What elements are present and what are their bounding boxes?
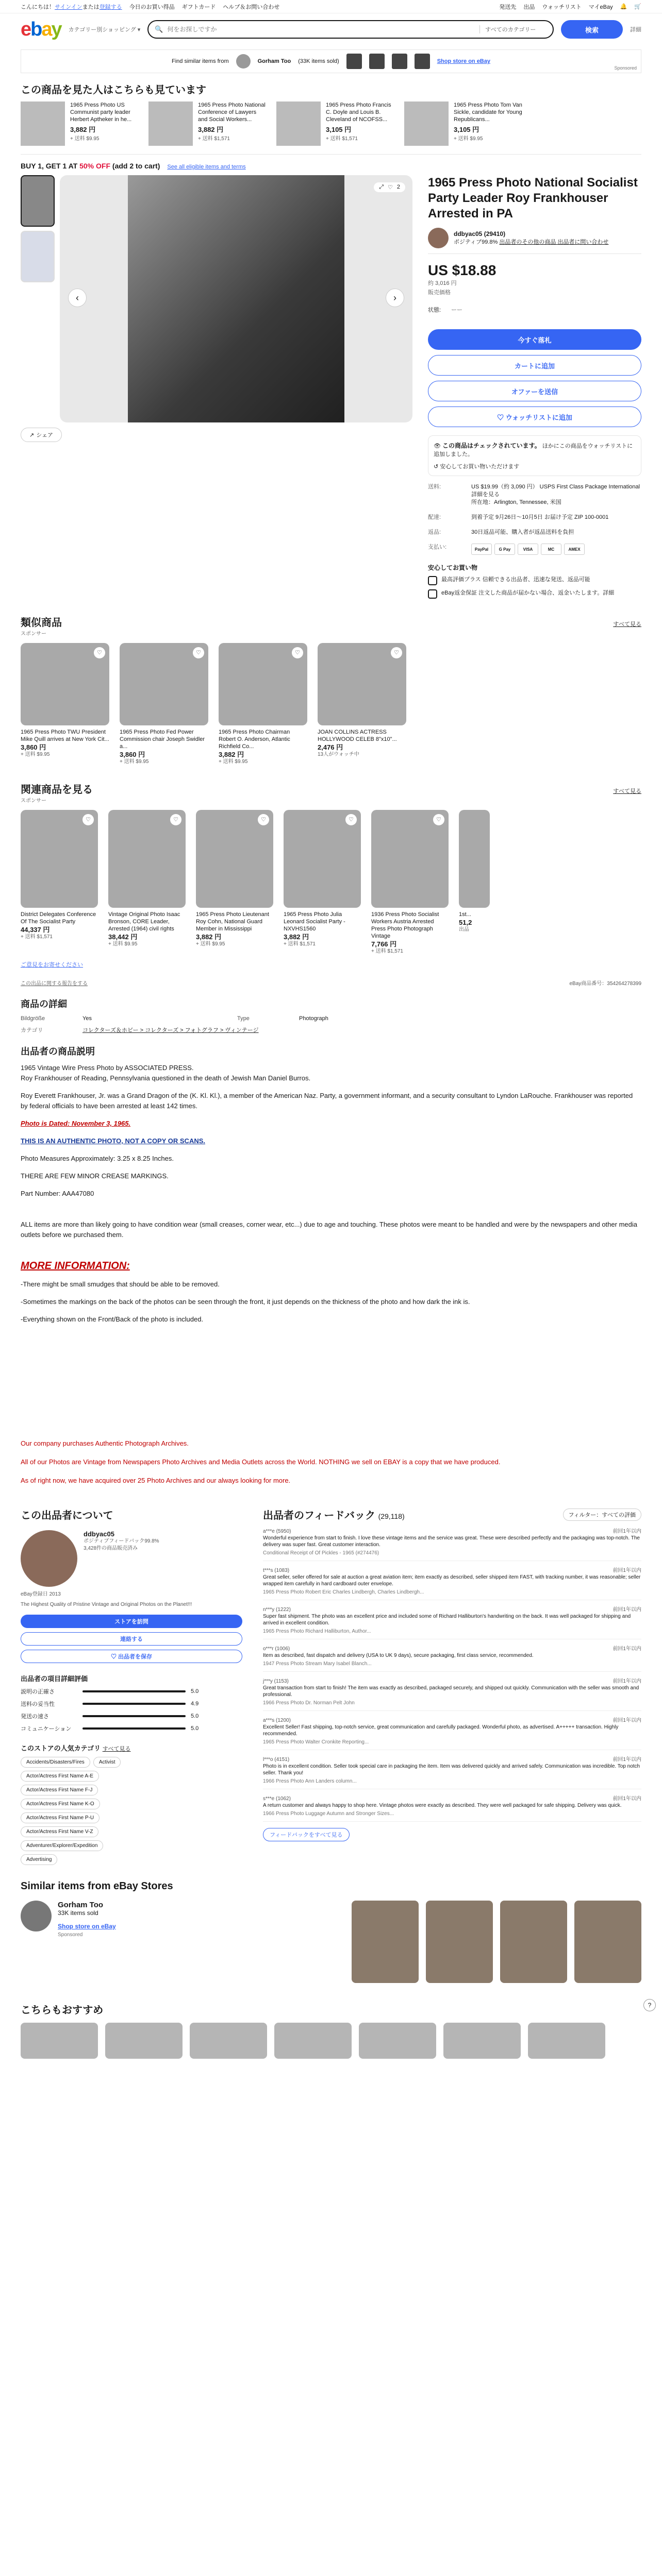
category-chip[interactable]: Accidents/Disasters/Fires: [21, 1757, 90, 1768]
my-ebay-link[interactable]: マイeBay: [588, 4, 613, 10]
category-chip[interactable]: Actor/Actress First Name K-O: [21, 1799, 100, 1809]
ebay-logo[interactable]: ebay: [21, 18, 61, 40]
paypal-icon: PayPal: [471, 544, 492, 555]
header: [0, 13, 662, 45]
item-number: eBay商品番号：354264278399: [569, 981, 641, 987]
share-button[interactable]: ↗ シェア: [21, 428, 62, 442]
item-image: [21, 643, 109, 725]
category-chip[interactable]: Activist: [93, 1757, 121, 1768]
related-item[interactable]: ♡ 1965 Press Photo Lieutenant Roy Cohn, National Guard Member in Mississippi 3,882 円 + 送料 $9.95: [196, 810, 273, 955]
visa-icon: VISA: [518, 544, 538, 555]
help-icon[interactable]: ?: [643, 1999, 656, 2011]
cta-group: [428, 329, 641, 427]
item-shipping: + 送料 $1,571: [326, 136, 358, 142]
rec-item[interactable]: [274, 2023, 352, 2059]
search-button[interactable]: 検索: [561, 20, 623, 39]
category-chip[interactable]: Actor/Actress First Name A-E: [21, 1771, 99, 1782]
seller-card: [428, 228, 641, 254]
image-gallery: [21, 175, 412, 599]
related-items-section: [21, 781, 641, 969]
feedback-entry: s***e (1062) 前回1年以内 A return customer and always happy to shop here. Vintage photos were exactly as described. They were well packaged for safe shipping. Delivery was quick. 1966 Press Photo Luggage Autumn and Stronger Sizes...: [263, 1795, 641, 1822]
shop-safe-title: 安心してお買い物: [428, 564, 478, 571]
related-title: 関連商品を見る: [21, 784, 93, 795]
item-image: [108, 810, 186, 908]
item-title: 1965 Press Photo Francis C. Doyle and Louis B. Cleveland of NCOFSS...: [326, 102, 391, 123]
expand-icon[interactable]: ⤢: [379, 184, 384, 190]
banner-thumb: [392, 54, 407, 69]
item-image: [120, 643, 208, 725]
see-all-link[interactable]: すべて見る: [613, 788, 641, 794]
related-item[interactable]: ♡ 1936 Press Photo Socialist Workers Austria Arrested Press Photo Photograph Vintage 7,766 円 + 送料 $1,571: [371, 810, 449, 955]
banner-store-name: Gorham Too: [257, 58, 291, 64]
item-title: 1965 Press Photo National Socialist Party Leader Roy Frankhouser Arrested in PA: [428, 176, 638, 221]
heart-icon[interactable]: ♡: [258, 814, 269, 825]
seller-count: (29410): [484, 230, 506, 238]
see-all-feedback-button[interactable]: フィードバックをすべて見る: [263, 1828, 350, 1841]
delivery-row: 配達: 到着予定 9月26日～10月5日 お届け予定 ZIP 100-0001: [428, 514, 609, 520]
seller-avatar[interactable]: [21, 1530, 77, 1587]
promo-tail: (add 2 to cart): [112, 162, 160, 170]
store-item-image[interactable]: [352, 1901, 419, 1983]
item-shipping: + 送料 $1,571: [198, 136, 230, 142]
heart-icon[interactable]: ♡: [82, 814, 94, 825]
item-shipping: + 送料 $9.95: [454, 136, 483, 142]
store-item-image[interactable]: [426, 1901, 493, 1983]
image-tools[interactable]: [374, 182, 405, 192]
ship-to-link[interactable]: 発送先: [499, 4, 517, 10]
item-photo: [128, 175, 344, 422]
top-rated-icon: [428, 576, 437, 585]
category-chip[interactable]: Actor/Actress First Name V-Z: [21, 1826, 98, 1837]
feedback-entry: a***s (1200) 前回1年以内 Excellent Seller! Fast shipping, top-notch service, great communication and carefully packaged. Wonderful photo, as advertised. A+++++ transaction. Highly recommended. 1965 Press Photo Walter Cronkite Reporting...: [263, 1717, 641, 1750]
rec-item[interactable]: [443, 2023, 521, 2059]
categories-title: このストアの人気カテゴリ: [21, 1744, 101, 1752]
help-link[interactable]: ヘルプ＆お問い合わせ: [223, 4, 280, 10]
store-sold: 33K items sold: [58, 1909, 98, 1917]
advanced-search-link[interactable]: 詳細: [630, 27, 641, 33]
top-rated-row: 最高評価プラス 信頼できる出品者、迅速な発送、返品可能: [428, 576, 641, 585]
bell-icon[interactable]: 🔔: [620, 4, 627, 10]
category-chip[interactable]: Actor/Actress First Name P-U: [21, 1812, 100, 1823]
heart-icon[interactable]: ♡: [391, 647, 402, 658]
prev-arrow-icon[interactable]: ‹: [68, 289, 87, 307]
returns-row: 返品: 30日返品可能、購入者が返品送料を負担: [428, 529, 574, 535]
see-all-link[interactable]: すべて見る: [613, 621, 641, 628]
rec-item[interactable]: [105, 2023, 183, 2059]
related-item[interactable]: ♡ Vintage Original Photo Isaac Bronson, CORE Leader, Arrested (1964) civil rights 38,442 円 + 送料 $9.95: [108, 810, 186, 955]
promo-lead: BUY 1, GET 1 AT: [21, 162, 78, 170]
related-item[interactable]: ♡ 1965 Press Photo Julia Leonard Socialist Party - NXVHS1560 3,882 円 + 送料 $1,571: [284, 810, 361, 955]
rec-item[interactable]: [528, 2023, 605, 2059]
seller-links[interactable]: 出品者のその他の商品 出品者に問い合わせ: [499, 239, 609, 245]
category-chip[interactable]: Advertising: [21, 1854, 57, 1865]
eye-icon: 👁: [434, 443, 441, 449]
recommendations-section: [21, 2002, 641, 2059]
store-categories: [21, 1757, 242, 1865]
rating-title: 出品者の項目詳細評価: [21, 1675, 88, 1683]
item-thumbnail: [148, 101, 193, 146]
item-price: US $18.88: [428, 262, 496, 278]
money-back-row: eBay返金保証 注文した商品が届かない場合、返金いたします。詳細: [428, 589, 641, 599]
gallery-thumb[interactable]: [21, 175, 55, 227]
similar-item[interactable]: ♡ 1965 Press Photo Fed Power Commission chair Joseph Swidler a... 3,860 円 + 送料 $9.95: [120, 643, 208, 766]
make-offer-button[interactable]: オファーを送信: [428, 381, 641, 401]
item-price: 3,105 円: [454, 126, 479, 133]
item-image: [371, 810, 449, 908]
money-back-icon: [428, 589, 437, 599]
heart-icon[interactable]: ♡: [433, 814, 444, 825]
search-icon: 🔍: [155, 25, 163, 33]
register-link[interactable]: 登録する: [99, 4, 122, 10]
item-side-panel: [428, 175, 641, 599]
price-note: 販売価格: [428, 290, 451, 296]
item-price: 3,882 円: [70, 126, 96, 133]
item-image: [284, 810, 361, 908]
banner-thumb: [369, 54, 385, 69]
rec-item[interactable]: [359, 2023, 436, 2059]
divider: [21, 154, 641, 155]
similar-item[interactable]: ♡ JOAN COLLINS ACTRESS HOLLYWOOD CELEB 8"x10"... 2,476 円 13人がウォッチ中: [318, 643, 406, 766]
related-item[interactable]: ♡ District Delegates Conference Of The Socialist Party 44,337 円 + 送料 $1,571: [21, 810, 98, 955]
item-thumbnail: [404, 101, 449, 146]
mastercard-icon: MC: [541, 544, 561, 555]
banner-text: Find similar items from: [172, 58, 229, 64]
main-image[interactable]: [60, 175, 412, 422]
banner-thumb: [415, 54, 430, 69]
seller-description: 1965 Vintage Wire Press Photo by ASSOCIATED PRESS. Roy Frankhouser of Reading, Pennsylvania questioned in the death of Jewish Man Daniel Burros. Roy Everett Frankhouser, Jr. was a Grand Dragon of the (K. Kl. Kl.), a member of the American Naz. Party, a government informant, and a security consultant to Lyndon LaRouche. Frankhouser was reported by federal officials to have been arrested at least 142 times. Photo is Dated: November 3, 1965. THIS IS AN AUTHENTIC PHOTO, NOT A COPY OR SCANS. Photo Measures Approximately: 3.25 x 8.25 Inches. THERE ARE FEW MINOR CREASE MARKINGS. Part Number: AAA47080 ALL items are more than likely going to have condition wear (small creases, corner wear, etc...) due to age and touching. These photos were meant to be handled and were by the newspapers and other media outlets before we purchased them. MORE INFORMATION: -There might be small smudges that should be able to be removed. -Sometimes the markings on the back of the photos can be seen through the front, it just depends on the thickness of the photo and how dark the ink is. -Everything shown on the Front/Back of the photo is included. Our company purchases Authentic Photograph Archives. All of our Photos are Vintage from Newspapers Photo Archives and Media Outlets across the World. NOTHING we sell on EBAY is a copy that we have produced. As of right now, we have acquired over 25 Photo Archives and our always looking for more.: [21, 1064, 637, 1484]
item-image: [21, 810, 98, 908]
store-banner[interactable]: [21, 49, 641, 73]
store-avatar[interactable]: [21, 1901, 52, 1931]
item-details: [21, 997, 641, 1486]
feedback-entry: o***r (1006) 前回1年以内 Item as described, fast dispatch and delivery (USA to UK 9 days), secure packaging, first class service, recommended. 1947 Press Photo Stream Mary Isabel Blanch...: [263, 1646, 641, 1672]
report-row: [21, 979, 641, 987]
rating-row: 説明の正確さ 5.0: [21, 1688, 199, 1695]
buy-now-button[interactable]: 今すぐ落札: [428, 329, 641, 350]
cart-icon[interactable]: 🛒: [634, 4, 641, 10]
details-title: 商品の詳細: [21, 999, 67, 1009]
similar-item[interactable]: ♡ 1965 Press Photo TWU President Mike Quill arrives at New York Cit... 3,860 円 + 送料 $9.95: [21, 643, 109, 766]
watch-count: 2: [396, 184, 400, 190]
utility-bar: [0, 0, 662, 13]
seller-feedback: [263, 1507, 641, 1865]
store-item-image[interactable]: [574, 1901, 641, 1983]
rating-row: 送料の妥当性 4.9: [21, 1701, 199, 1707]
sell-link[interactable]: 出品: [523, 4, 535, 10]
gpay-icon: G Pay: [494, 544, 515, 555]
item-title: 1965 Press Photo Tom Van Sickle, candidate for Young Republicans...: [454, 102, 522, 123]
feedback-entry: t***s (1083) 前回1年以内 Great seller, seller offered for sale at auction a great aviation item; item exactly as described, seller shipped item FAST, with tracking number, it was reasonable; seller wrapped item carefully in hard cardboard outer envelope. 1965 Press Photo Robert Eric Charles Lindbergh, Charles Lindbergh...: [263, 1567, 641, 1600]
store-shop-link[interactable]: Shop store on eBay: [58, 1923, 116, 1930]
related-item[interactable]: 1st... 51,2 出品: [459, 810, 490, 955]
store-avatar: [236, 54, 251, 69]
contact-button[interactable]: 連絡する: [21, 1632, 242, 1646]
also-viewed-item[interactable]: [404, 101, 523, 146]
next-arrow-icon[interactable]: ›: [386, 289, 404, 307]
recs-title: こちらもおすすめ: [21, 2005, 104, 2016]
description-title: 出品者の商品説明: [21, 1046, 95, 1057]
watchlist-link[interactable]: ウォッチリスト: [542, 4, 582, 10]
promo-bar: [21, 162, 641, 170]
store-name[interactable]: Gorham Too: [58, 1901, 104, 1909]
item-image: [196, 810, 273, 908]
gallery-thumb[interactable]: [21, 231, 55, 282]
about-title: この出品者について: [21, 1510, 113, 1521]
rating-row: 発送の速さ 5.0: [21, 1713, 199, 1720]
feedback-entry: l***o (4151) 前回1年以内 Photo is in excellent condition. Seller took special care in packaging the item. Item was delivered quickly and arrived safely. Communication was incredible. Top notch seller. Thank you! 1966 Press Photo Ann Landers column...: [263, 1756, 641, 1789]
amex-icon: AMEX: [564, 544, 585, 555]
item-title: 1965 Press Photo US Communist party leader Herbert Aptheker in he...: [70, 102, 132, 123]
item-shipping: + 送料 $9.95: [70, 136, 100, 142]
shipping-row: 送料: US $19.99（約 3,090 円） USPS First Class Package International 詳細を見る 所在地：Arlington, Tennessee, 米国: [428, 484, 640, 505]
also-viewed-title: この商品を見た人はこちらも見ています: [21, 84, 206, 96]
promo-terms-link[interactable]: See all eligible items and terms: [167, 164, 246, 170]
store-item-image[interactable]: [500, 1901, 567, 1983]
heart-icon[interactable]: ♡: [170, 814, 181, 825]
rec-item[interactable]: [21, 2023, 98, 2059]
gift-cards-link[interactable]: ギフトカード: [181, 4, 216, 10]
share-icon: ↗: [29, 432, 35, 438]
report-link[interactable]: この出品に関する報告をする: [21, 981, 88, 987]
seller-avatar[interactable]: [428, 228, 449, 248]
similar-item[interactable]: ♡ 1965 Press Photo Chairman Robert O. Anderson, Atlantic Richfield Co... 3,882 円 + 送料 $9.95: [219, 643, 307, 766]
category-shopping-button[interactable]: カテゴリー別ショッピング ▾: [68, 26, 141, 33]
feedback-entry: j***y (1153) 前回1年以内 Great transaction from start to finish! The item was exactly as described, packaged securely, and shipped out quickly. Communication with the seller was smooth and professional. 1966 Press Photo Dr. Norman Pelt John: [263, 1678, 641, 1711]
categories-see-all[interactable]: すべて見る: [102, 1746, 131, 1752]
similar-title: 類似商品: [21, 617, 62, 629]
item-thumbnail: [21, 101, 65, 146]
condition-row: 状態: ーー: [428, 307, 463, 313]
add-to-cart-button[interactable]: カートに追加: [428, 355, 641, 376]
signin-link[interactable]: サインイン: [55, 4, 82, 10]
sponsored-label: Sponsored: [614, 65, 637, 71]
sponsored-label: スポンサー: [21, 631, 46, 637]
chevron-down-icon: ▾: [137, 26, 141, 33]
feedback-entry: n***y (1222) 前回1年以内 Super fast shipment. The photo was an excellent price and included some of Richard Halliburton's handwriting on the back. It was well packaged for shipping and arrived in excellent condition. 1965 Press Photo Richard Halliburton, Author...: [263, 1606, 641, 1639]
banner-shop-link[interactable]: Shop store on eBay: [437, 58, 490, 64]
heart-icon[interactable]: ♡: [292, 647, 303, 658]
watchlist-button[interactable]: ♡ ウォッチリストに追加: [428, 406, 641, 427]
category-breadcrumb[interactable]: コレクターズ＆ホビー > コレクターズ > フォトグラフ > ヴィンテージ: [82, 1027, 259, 1033]
visit-store-button[interactable]: ストアを訪問: [21, 1615, 242, 1628]
payment-row: 支払い: PayPal G Pay VISA MC AMEX: [428, 544, 641, 555]
banner-sold: (33K items sold): [298, 58, 339, 64]
stores-title: Similar items from eBay Stores: [21, 1880, 173, 1892]
category-chip[interactable]: Adventurer/Explorer/Expedition: [21, 1840, 103, 1851]
search-input[interactable]: [167, 26, 475, 33]
watch-info-box: 👁 この商品はチェックされています。 ほかにこの商品をウォッチリストに追加しました。 ↺ 安心してお買い物いただけます: [428, 435, 641, 476]
about-seller-section: この出品者について ddbyac05 ポジティブフィードバック99.8% 3,428件の商品販売済み eBay登録日 2013 The Highest Quality of Pristine Vintage and Original Photos on the Planet!!! ストアを訪問 連絡する ♡ 出品者を保存 出品者の項目詳細評価 説明の正確さ 5.0 送料の妥当性 4.9 発送の速さ 5.0 コミュニケーション 5.0 このストアの人気カテゴリ すべて見る Accidents/Disasters/Fires Activist Actor/Actress First Name A-E Actor/Actress First Name F-J Actor/Actress First Name K-O Actor/Actress First Name P-U Actor/Actress First Name V-Z Adventurer/Explorer/Expedition Advertising 出品者のフィードバック (29,118) フィルター：すべての評価 a***e (5950) 前回1年以内 Wonderful experience from start to finish. I love these vintage items and the service was great. These were described perfectly and the packaging was top-notch. The delivery was super fast. Great customer interaction. Conditional Receipt of Of Pickles - 1965 (#274476) t***s (1083) 前回1年以内 Great seller, seller offered for sale at auction a great aviation item; item exactly as described, seller shipped item FAST, with tracking number, it was reasonable; seller wrapped item carefully in hard cardboard outer envelope. 1965 Press Photo Robert Eric Charles Lindbergh, Charles Lindbergh... n***y (1222) 前回1年以内 Super fast shipment. The photo was an excellent price and included some of Richard Halliburton's handwriting on the back. It was well packaged for shipping and arrived in excellent condition. 1965 Press Photo Richard Halliburton, Author... o***r (1006) 前回1年以内 Item as described, fast dispatch and delivery (USA to UK 9 days), secure packaging, first class service, recommended. 1947 Press Photo Stream Mary Isabel Blanch... j***y (1153) 前回1年以内 Great transaction from start to finish! The item was exactly as described, packaged securely, and shipped out quickly. Communication with the seller was smooth and professional. 1966 Press Photo Dr. Norman Pelt John a***s (1200) 前回1年以内 Excellent Seller! Fast shipping, top-notch service, great communication and carefully packaged. Wonderful photo, as advertised. A+++++ transaction. Highly recommended. 1965 Press Photo Walter Cronkite Reporting... l***o (4151) 前回1年以内 Photo is in excellent condition. Seller took special care in packaging the item. Item was delivered quickly and arrived safely. Communication was incredible. Top notch seller. Thank you! 1966 Press Photo Ann Landers column... s***e (1062) 前回1年以内 A return customer and always happy to shop here. Vintage photos were exactly as described. They were well packaged for safe shipping. Delivery was quick. 1966 Press Photo Luggage Autumn and Stronger Sizes... フィードバックをすべて見る: [21, 1507, 641, 1865]
item-thumbnail: [276, 101, 321, 146]
also-viewed-item[interactable]: [21, 101, 139, 146]
search-box: [147, 20, 554, 39]
item-main: [21, 175, 641, 599]
also-viewed-item[interactable]: [276, 101, 395, 146]
sponsored-label: スポンサー: [21, 798, 46, 804]
banner-thumb: [346, 54, 362, 69]
heart-icon[interactable]: ♡: [94, 647, 105, 658]
heart-icon[interactable]: ♡: [345, 814, 357, 825]
item-price-jpy: 約 3,016 円: [428, 280, 457, 286]
similar-stores-section: [21, 1880, 641, 1983]
seller-name[interactable]: ddbyac05: [454, 230, 483, 238]
item-specifics: Bildgröße Yes Type Photograph カテゴリ コレクターズ＆ホビー > コレクターズ > フォトグラフ > ヴィンテージ: [21, 1015, 641, 1034]
promo-percent: 50% OFF: [79, 162, 111, 170]
seller-name[interactable]: ddbyac05: [84, 1530, 114, 1538]
similar-items-section: [21, 614, 641, 766]
save-seller-button[interactable]: ♡ 出品者を保存: [21, 1650, 242, 1663]
also-viewed-section: [21, 81, 641, 146]
feedback-count: (29,118): [378, 1512, 405, 1520]
item-image: [219, 643, 307, 725]
heart-icon[interactable]: ♡: [193, 647, 204, 658]
item-title: 1965 Press Photo National Conference of Lawyers and Social Workers...: [198, 102, 266, 123]
also-viewed-item[interactable]: [148, 101, 267, 146]
item-price: 3,882 円: [198, 126, 224, 133]
returns-icon: ↺: [434, 464, 439, 470]
feedback-entry: a***e (5950) 前回1年以内 Wonderful experience from start to finish. I love these vintage items and the service was great. These were described perfectly and the packaging was top-notch. The delivery was super fast. Great customer interaction. Conditional Receipt of Of Pickles - 1965 (#274476): [263, 1528, 641, 1561]
category-select[interactable]: すべてのカテゴリー: [479, 25, 547, 33]
rating-row: コミュニケーション 5.0: [21, 1725, 199, 1732]
feedback-link[interactable]: ご意見をお寄せください: [21, 962, 83, 968]
item-image: [318, 643, 406, 725]
item-image: [459, 810, 490, 908]
feedback-title: 出品者のフィードバック: [263, 1510, 375, 1521]
rec-item[interactable]: [190, 2023, 267, 2059]
daily-deals-link[interactable]: 今日のお買い得品: [129, 4, 175, 10]
seller-positive: ポジティブ99.8%: [454, 239, 498, 245]
heart-icon[interactable]: ♡: [388, 184, 393, 191]
greeting: こんにちは！サインインまたは登録する: [21, 4, 122, 10]
category-chip[interactable]: Actor/Actress First Name F-J: [21, 1785, 98, 1795]
sponsored-label: Sponsored: [58, 1932, 83, 1938]
item-price: 3,105 円: [326, 126, 352, 133]
feedback-filter[interactable]: フィルター：すべての評価: [563, 1509, 641, 1521]
